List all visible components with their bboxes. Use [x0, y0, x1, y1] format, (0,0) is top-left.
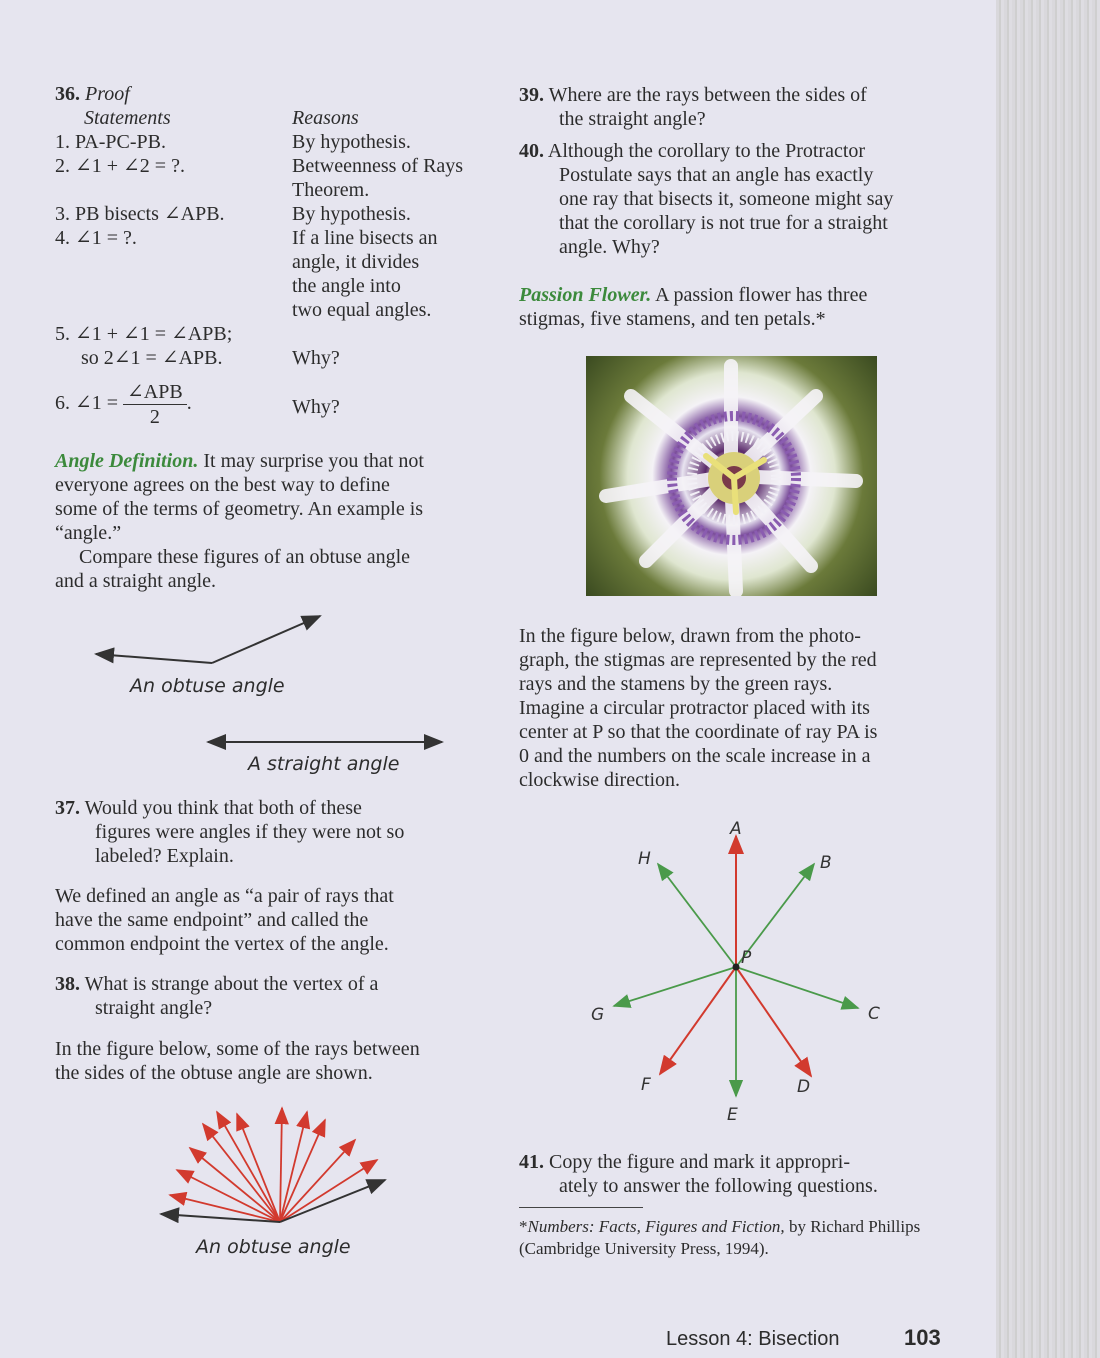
statement-3: 3. PB bisects ∠APB.: [55, 203, 225, 225]
q37-number: 37.: [55, 797, 80, 819]
q41-number: 41.: [519, 1151, 544, 1173]
footnote: [519, 1216, 959, 1260]
figure-line-5: center at P so that the coordinate of ray PA is: [519, 721, 878, 743]
figure-line-1: In the figure below, drawn from the photo-: [519, 625, 861, 647]
obtuse-angle-caption: An obtuse angle: [130, 675, 285, 697]
reason-4: [292, 226, 438, 322]
rays-line-1: In the figure below, some of the rays between: [55, 1038, 420, 1060]
figure-line-2: graph, the stigmas are represented by the red: [519, 649, 877, 671]
q36-title: Proof: [85, 83, 130, 105]
obtuse-ray-1: [212, 616, 320, 663]
reason-3: By hypothesis.: [292, 203, 411, 225]
q40-line-1: Although the corollary to the Protractor: [547, 140, 866, 162]
label-e: E: [727, 1105, 738, 1125]
reason-4-line-1: If a line bisects an: [292, 227, 438, 249]
passion-flower-paragraph: [519, 283, 959, 331]
q38-number: 38.: [55, 973, 80, 995]
q37-line-2: figures were angles if they were not so: [95, 821, 405, 843]
label-f: F: [641, 1075, 651, 1095]
passion-line-1: A passion flower has three: [655, 284, 868, 306]
q37-line-1: Would you think that both of these: [84, 797, 362, 819]
q40: [519, 139, 959, 259]
obtuse-ray-2: [96, 654, 212, 663]
angle-definition-line-1: It may surprise you that not: [203, 450, 424, 472]
definition-line-3: common endpoint the vertex of the angle.: [55, 933, 389, 955]
angle-definition-line-3: some of the terms of geometry. An example is: [55, 498, 424, 520]
figure-line-4: Imagine a circular protractor placed with its: [519, 697, 870, 719]
reason-6: Why?: [292, 396, 340, 418]
statement-4: 4. ∠1 = ?.: [55, 227, 137, 249]
ray-pc: [736, 967, 858, 1008]
q39-line-2: the straight angle?: [559, 108, 706, 130]
reason-2-line-1: Betweenness of Rays: [292, 155, 464, 177]
figure-line-7: clockwise direction.: [519, 769, 681, 791]
page-number: 103: [904, 1325, 941, 1350]
label-g: G: [591, 1005, 605, 1025]
statement-6-lhs: 6. ∠1 =: [55, 392, 119, 415]
figure-paragraph: [519, 624, 959, 792]
reason-4-line-4: two equal angles.: [292, 299, 432, 321]
label-a: A: [730, 819, 742, 839]
red-rays: [170, 1108, 377, 1222]
reasons-header: Reasons: [292, 107, 359, 129]
flower-rays-figure: [580, 812, 900, 1130]
reason-4-line-2: angle, it divides: [292, 251, 420, 273]
figure-line-3: rays and the stamens by the green rays.: [519, 673, 833, 695]
label-h: H: [638, 849, 651, 869]
lesson-title: Lesson 4: Bisection: [666, 1328, 840, 1350]
fraction: [123, 380, 187, 429]
statement-1: 1. PA-PC-PB.: [55, 131, 166, 153]
obtuse-angle-figure: [90, 608, 330, 670]
angle-definition-line-6: and a straight angle.: [55, 570, 217, 592]
definition-line-2: have the same endpoint” and called the: [55, 909, 369, 931]
figure-line-6: 0 and the numbers on the scale increase in a: [519, 745, 871, 767]
q41: [519, 1150, 959, 1198]
q40-line-4: that the corollary is not true for a straight: [559, 212, 888, 234]
ray-pg: [614, 967, 736, 1006]
flower-illustration: [586, 356, 877, 596]
q37-line-3: labeled? Explain.: [95, 845, 234, 867]
q38-line-1: What is strange about the vertex of a: [84, 973, 379, 995]
ray-pf: [660, 967, 736, 1074]
q39-number: 39.: [519, 84, 544, 106]
passion-flower-photo: [586, 356, 877, 596]
ray-pd: [736, 967, 811, 1076]
footnote-title: Numbers: Facts, Figures and Fiction,: [527, 1217, 785, 1236]
footnote-author: by Richard Phillips: [788, 1217, 921, 1236]
angle-definition: [55, 449, 495, 593]
rays-between-figure: [155, 1100, 395, 1230]
label-p: P: [741, 948, 752, 968]
fraction-denominator: 2: [149, 406, 160, 428]
point-p: [733, 964, 740, 971]
label-d: D: [797, 1077, 811, 1097]
label-c: C: [868, 1004, 880, 1024]
passion-flower-heading: Passion Flower.: [519, 284, 652, 306]
statement-5-line-2: so 2∠1 = ∠APB.: [81, 347, 223, 369]
q40-number: 40.: [519, 140, 544, 162]
straight-angle-caption: A straight angle: [248, 753, 400, 775]
statement-5-line-1: 5. ∠1 + ∠1 = ∠APB;: [55, 323, 233, 345]
angle-definition-line-5: Compare these figures of an obtuse angle: [79, 546, 411, 568]
q39-line-1: Where are the rays between the sides of: [548, 84, 867, 106]
label-b: B: [820, 853, 832, 873]
footnote-rule: [519, 1207, 643, 1208]
reason-1: By hypothesis.: [292, 131, 411, 153]
q38: [55, 972, 495, 1020]
q40-line-2: Postulate says that an angle has exactly: [559, 164, 874, 186]
q40-line-5: angle. Why?: [559, 236, 660, 258]
angle-definition-heading: Angle Definition.: [55, 450, 199, 472]
q36-number: 36.: [55, 83, 80, 105]
rays-paragraph: [55, 1037, 495, 1085]
reason-4-line-3: the angle into: [292, 275, 401, 297]
footnote-star: *: [519, 1217, 528, 1236]
angle-definition-line-2: everyone agrees on the best way to define: [55, 474, 390, 496]
passion-line-2: stigmas, five stamens, and ten petals.*: [519, 308, 826, 330]
fraction-numerator: ∠APB: [123, 380, 187, 405]
statement-5: [55, 322, 232, 370]
definition-paragraph: [55, 884, 495, 956]
rays-figure-caption: An obtuse angle: [196, 1236, 351, 1258]
q40-line-3: one ray that bisects it, someone might say: [559, 188, 894, 210]
footnote-publisher: (Cambridge University Press, 1994).: [519, 1239, 769, 1258]
definition-line-1: We defined an angle as “a pair of rays that: [55, 885, 394, 907]
reason-2: [292, 154, 463, 202]
straight-angle-figure: [204, 733, 448, 751]
statement-2: 2. ∠1 + ∠2 = ?.: [55, 155, 185, 177]
q37: [55, 796, 495, 868]
statements-header: Statements: [84, 107, 171, 129]
rays-line-2: the sides of the obtuse angle are shown.: [55, 1062, 373, 1084]
reason-5: Why?: [292, 347, 340, 369]
q38-line-2: straight angle?: [95, 997, 213, 1019]
angle-definition-line-4: “angle.”: [55, 522, 122, 544]
q39: [519, 83, 959, 131]
statement-6: [55, 380, 192, 429]
page-edge: [996, 0, 1100, 1358]
q36-heading: [55, 82, 130, 106]
q41-line-2: ately to answer the following questions.: [559, 1175, 878, 1197]
reason-2-line-2: Theorem.: [292, 179, 370, 201]
statement-6-period: .: [186, 392, 192, 415]
q41-line-1: Copy the figure and mark it appropri-: [549, 1151, 851, 1173]
ray-ph: [658, 864, 736, 967]
